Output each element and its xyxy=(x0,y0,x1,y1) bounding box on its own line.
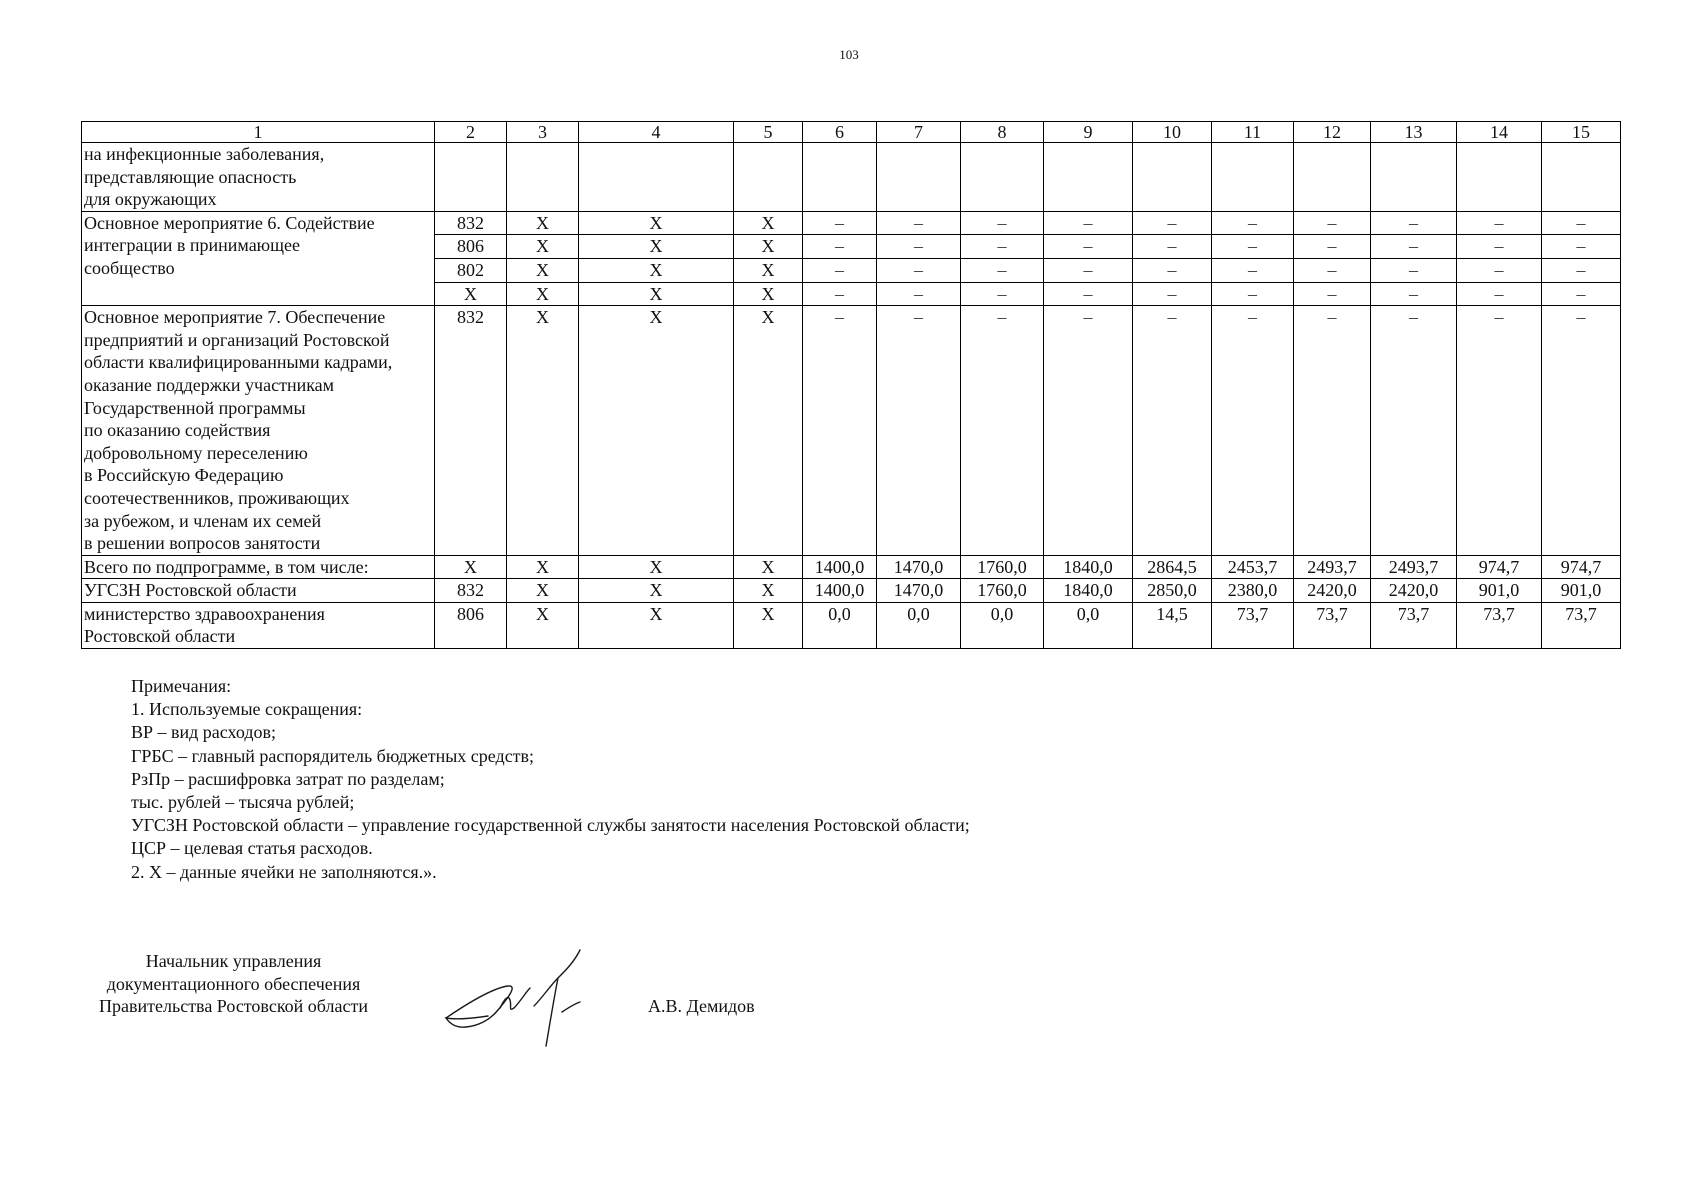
table-cell: – xyxy=(877,282,961,306)
table-cell: Х xyxy=(579,211,734,235)
table-cell: Х xyxy=(734,602,803,648)
empty-cell xyxy=(1294,143,1371,212)
empty-cell xyxy=(1133,143,1212,212)
empty-cell xyxy=(961,143,1044,212)
table-cell: 802 xyxy=(435,258,507,282)
notes-section xyxy=(131,675,970,884)
header-cell: 13 xyxy=(1371,122,1457,143)
signatory-position: Начальник управления документационного обеспечения Правительства Ростовской области xyxy=(99,951,368,1017)
table-cell: – xyxy=(1212,235,1294,259)
table-cell: Х xyxy=(579,579,734,603)
table-cell: 73,7 xyxy=(1212,602,1294,648)
table-cell: – xyxy=(803,235,877,259)
table-cell: 73,7 xyxy=(1457,602,1542,648)
table-row-measure7 xyxy=(82,306,1621,556)
table-cell: – xyxy=(877,258,961,282)
empty-cell xyxy=(1542,143,1621,212)
table-cell: – xyxy=(1371,306,1457,556)
table-cell: – xyxy=(803,211,877,235)
table-cell: 0,0 xyxy=(877,602,961,648)
table-cell: – xyxy=(1542,235,1621,259)
empty-cell xyxy=(1371,143,1457,212)
table-cell: – xyxy=(961,211,1044,235)
table-cell: – xyxy=(961,282,1044,306)
table-cell: – xyxy=(1044,306,1133,556)
table-cell: Х xyxy=(507,579,579,603)
table-cell: 2420,0 xyxy=(1294,579,1371,603)
empty-cell xyxy=(734,143,803,212)
header-cell: 5 xyxy=(734,122,803,143)
empty-cell xyxy=(579,143,734,212)
table-cell: – xyxy=(1044,235,1133,259)
empty-cell xyxy=(1212,143,1294,212)
table-cell: Х xyxy=(579,235,734,259)
table-cell: – xyxy=(1133,235,1212,259)
table-cell: 832 xyxy=(435,211,507,235)
header-cell: 14 xyxy=(1457,122,1542,143)
note-line: 1. Используемые сокращения: xyxy=(131,699,363,720)
note-line: ВР – вид расходов; xyxy=(131,722,277,743)
table-cell: – xyxy=(1294,306,1371,556)
header-cell: 11 xyxy=(1212,122,1294,143)
notes-heading: Примечания: xyxy=(131,676,232,696)
table-cell: Х xyxy=(507,235,579,259)
header-cell: 6 xyxy=(803,122,877,143)
table-cell: Х xyxy=(435,282,507,306)
table-cell: 0,0 xyxy=(803,602,877,648)
table-cell: – xyxy=(803,306,877,556)
table-cell: 2864,5 xyxy=(1133,555,1212,579)
row-label: Всего по подпрограмме, в том числе: xyxy=(82,555,435,579)
table-cell: – xyxy=(1457,235,1542,259)
table-cell: – xyxy=(1133,306,1212,556)
table-cell: – xyxy=(1542,258,1621,282)
empty-cell xyxy=(435,143,507,212)
table-cell: Х xyxy=(734,555,803,579)
table-cell: Х xyxy=(734,579,803,603)
table-cell: 14,5 xyxy=(1133,602,1212,648)
table-cell: 832 xyxy=(435,579,507,603)
table-cell: 2493,7 xyxy=(1371,555,1457,579)
page-number: 103 xyxy=(839,47,859,62)
row-label: Основное мероприятие 6. Содействие интеграции в принимающее сообщество xyxy=(82,211,435,305)
table-cell: Х xyxy=(734,258,803,282)
table-cell: Х xyxy=(579,555,734,579)
table-row-ugszn xyxy=(82,579,1621,603)
table-cell: – xyxy=(1371,282,1457,306)
empty-cell xyxy=(507,143,579,212)
table-cell: 73,7 xyxy=(1371,602,1457,648)
table-cell: 73,7 xyxy=(1294,602,1371,648)
table-cell: Х xyxy=(579,306,734,556)
table-row-continued xyxy=(82,143,1621,212)
table-cell: 0,0 xyxy=(1044,602,1133,648)
table-cell: – xyxy=(961,258,1044,282)
note-line: тыс. рублей – тысяча рублей; xyxy=(131,792,355,813)
table-cell: – xyxy=(1133,282,1212,306)
table-cell: – xyxy=(1457,211,1542,235)
table-cell: Х xyxy=(507,602,579,648)
table-cell: Х xyxy=(507,211,579,235)
budget-table xyxy=(81,121,1621,649)
table-cell: – xyxy=(1371,235,1457,259)
table-cell: – xyxy=(1457,306,1542,556)
table-cell: – xyxy=(1044,211,1133,235)
table-cell: Х xyxy=(507,258,579,282)
table-cell: Х xyxy=(579,258,734,282)
header-cell: 7 xyxy=(877,122,961,143)
table-cell: – xyxy=(1457,282,1542,306)
table-cell: – xyxy=(1542,282,1621,306)
table-cell: – xyxy=(961,235,1044,259)
table-cell: – xyxy=(877,211,961,235)
table-cell: – xyxy=(1294,282,1371,306)
table-cell: 974,7 xyxy=(1542,555,1621,579)
table-cell: – xyxy=(1542,306,1621,556)
empty-cell xyxy=(803,143,877,212)
table-cell: Х xyxy=(507,306,579,556)
table-cell: – xyxy=(1371,211,1457,235)
table-cell: 974,7 xyxy=(1457,555,1542,579)
header-cell: 12 xyxy=(1294,122,1371,143)
table-cell: Х xyxy=(579,602,734,648)
table-cell: 0,0 xyxy=(961,602,1044,648)
table-cell: 1400,0 xyxy=(803,579,877,603)
table-cell: – xyxy=(1542,211,1621,235)
table-cell: – xyxy=(1294,235,1371,259)
table-cell: – xyxy=(1371,258,1457,282)
table-cell: 901,0 xyxy=(1542,579,1621,603)
table-cell: 2380,0 xyxy=(1212,579,1294,603)
table-cell: Х xyxy=(579,282,734,306)
table-cell: Х xyxy=(734,235,803,259)
table-row-ministry xyxy=(82,602,1621,648)
table-cell: 2850,0 xyxy=(1133,579,1212,603)
table-cell: 1470,0 xyxy=(877,579,961,603)
empty-cell xyxy=(1044,143,1133,212)
table-cell: 2493,7 xyxy=(1294,555,1371,579)
note-line: ГРБС – главный распорядитель бюджетных средств; xyxy=(131,745,535,766)
header-cell: 9 xyxy=(1044,122,1133,143)
row-label: УГСЗН Ростовской области xyxy=(82,579,435,603)
table-cell: – xyxy=(1294,211,1371,235)
table-cell: – xyxy=(961,306,1044,556)
table-cell: – xyxy=(1294,258,1371,282)
table-cell: – xyxy=(877,235,961,259)
table-cell: – xyxy=(1212,282,1294,306)
table-cell: Х xyxy=(507,282,579,306)
table-cell: 2420,0 xyxy=(1371,579,1457,603)
handwritten-signature xyxy=(438,948,618,1058)
table-cell: – xyxy=(803,258,877,282)
table-cell: Х xyxy=(507,555,579,579)
table-cell: – xyxy=(803,282,877,306)
table-cell: – xyxy=(877,306,961,556)
table-cell: – xyxy=(1133,258,1212,282)
note-line: РзПр – расшифровка затрат по разделам; xyxy=(131,768,445,789)
table-cell: 2453,7 xyxy=(1212,555,1294,579)
row-label: Основное мероприятие 7. Обеспечение предприятий и организаций Ростовской области квалифицированными кадрами, оказание поддержки участникам Государственной программы по оказанию содействия добровольному переселению в Российскую Федерацию соотечественников, проживающих за рубежом, и членам их семей в решении вопросов занятости xyxy=(82,306,435,556)
table-cell: – xyxy=(1133,211,1212,235)
table-cell: – xyxy=(1212,306,1294,556)
table-cell: Х xyxy=(734,211,803,235)
table-cell: Х xyxy=(734,306,803,556)
table-cell: 806 xyxy=(435,235,507,259)
table-cell: 832 xyxy=(435,306,507,556)
note-line: УГСЗН Ростовской области – управление государственной службы занятости населения Ростовской области; xyxy=(131,815,970,836)
header-cell: 10 xyxy=(1133,122,1212,143)
row-label: министерство здравоохранения Ростовской области xyxy=(82,602,435,648)
header-cell: 4 xyxy=(579,122,734,143)
table-cell: 1840,0 xyxy=(1044,555,1133,579)
table-cell: 806 xyxy=(435,602,507,648)
table-cell: – xyxy=(1457,258,1542,282)
header-row xyxy=(82,122,1621,143)
header-cell: 1 xyxy=(82,122,435,143)
header-cell: 2 xyxy=(435,122,507,143)
table-cell: – xyxy=(1212,258,1294,282)
table-cell: – xyxy=(1212,211,1294,235)
row-label: на инфекционные заболевания, представляющие опасность для окружающих xyxy=(82,143,435,212)
table-row-total xyxy=(82,555,1621,579)
table-cell: 1400,0 xyxy=(803,555,877,579)
table-cell: – xyxy=(1044,282,1133,306)
table-cell: 901,0 xyxy=(1457,579,1542,603)
table-cell: 73,7 xyxy=(1542,602,1621,648)
table-cell: 1760,0 xyxy=(961,579,1044,603)
table-cell: – xyxy=(1044,258,1133,282)
table-cell: 1760,0 xyxy=(961,555,1044,579)
note-line: ЦСР – целевая статья расходов. xyxy=(131,838,373,859)
empty-cell xyxy=(1457,143,1542,212)
table-cell: Х xyxy=(435,555,507,579)
table-cell: Х xyxy=(734,282,803,306)
signatory-name: А.В. Демидов xyxy=(648,996,755,1016)
header-cell: 3 xyxy=(507,122,579,143)
table-cell: 1840,0 xyxy=(1044,579,1133,603)
empty-cell xyxy=(877,143,961,212)
header-cell: 8 xyxy=(961,122,1044,143)
header-cell: 15 xyxy=(1542,122,1621,143)
note-line: 2. Х – данные ячейки не заполняются.». xyxy=(131,861,437,882)
table-cell: 1470,0 xyxy=(877,555,961,579)
table-row-measure6 xyxy=(82,211,1621,235)
